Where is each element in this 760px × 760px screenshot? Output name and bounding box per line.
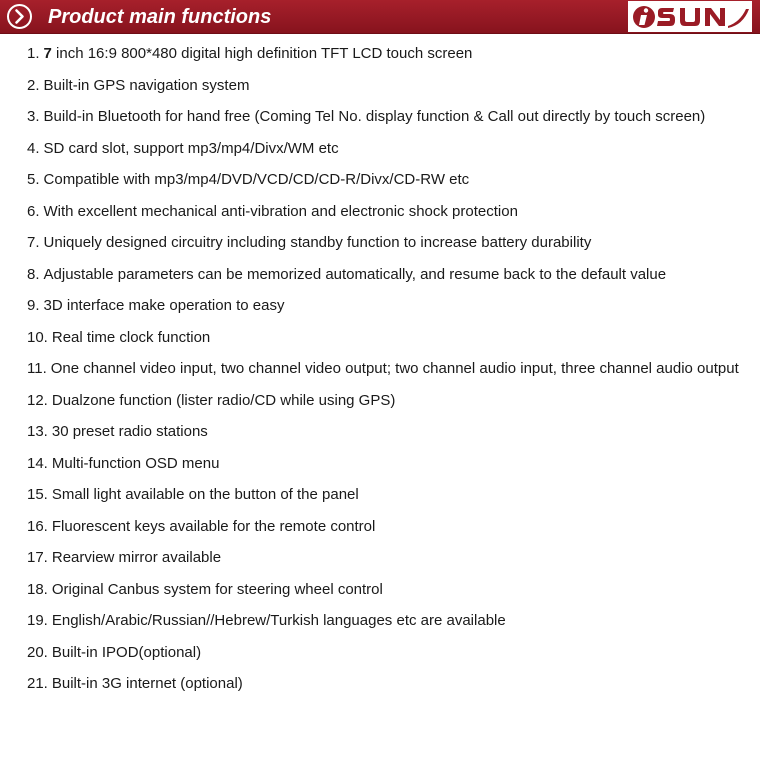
item-number: 11. — [27, 360, 47, 377]
item-number: 16. — [27, 517, 48, 535]
item-text: One channel video input, two channel video output; two channel audio input, three channel audio output — [50, 360, 739, 377]
list-item — [27, 259, 752, 291]
item-number: 15. — [27, 486, 48, 503]
isun-logo-icon — [628, 1, 752, 32]
item-text: Built-in GPS navigation system — [43, 76, 250, 94]
item-text: Adjustable parameters can be memorized automatically, and resume back to the default value — [43, 265, 667, 283]
header-bar — [0, 0, 760, 34]
list-item — [27, 668, 752, 700]
chevron-right-circle-icon — [6, 3, 33, 30]
item-number: 2. — [27, 76, 40, 94]
list-item — [27, 479, 752, 511]
item-text: Built-in IPOD(optional) — [51, 643, 202, 661]
list-item — [27, 101, 752, 133]
item-number: 14. — [27, 454, 48, 472]
item-number: 21. — [27, 675, 48, 692]
list-item — [27, 38, 752, 70]
item-text: Real time clock function — [51, 328, 211, 346]
item-number: 19. — [27, 612, 48, 629]
item-text: Original Canbus system for steering wheel control — [51, 580, 383, 598]
item-number: 1. — [27, 45, 40, 62]
item-text: Small light available on the button of the panel — [51, 486, 359, 503]
item-text: With excellent mechanical anti-vibration and electronic shock protection — [43, 202, 518, 220]
item-text: Multi-function OSD menu — [51, 454, 220, 472]
item-text: Dualzone function (lister radio/CD while using GPS) — [51, 391, 396, 409]
list-item — [27, 385, 752, 417]
list-item — [27, 290, 752, 322]
item-text: Built-in 3G internet (optional) — [51, 675, 243, 692]
item-number: 10. — [27, 328, 48, 346]
item-number: 8. — [27, 265, 40, 283]
item-number: 7. — [27, 234, 40, 251]
list-item — [27, 70, 752, 102]
item-text: SD card slot, support mp3/mp4/Divx/WM etc — [43, 139, 339, 157]
item-text: Build-in Bluetooth for hand free (Coming Tel No. display function & Call out directly by touch screen) — [43, 108, 706, 125]
list-item — [27, 227, 752, 259]
item-text: Rearview mirror available — [51, 549, 222, 566]
item-number: 12. — [27, 391, 48, 409]
list-item — [27, 605, 752, 637]
item-number: 5. — [27, 171, 40, 188]
list-item — [27, 133, 752, 165]
item-text: Fluorescent keys available for the remote control — [51, 517, 376, 535]
item-number: 13. — [27, 423, 48, 440]
item-number: 4. — [27, 139, 40, 157]
list-item — [27, 416, 752, 448]
item-text: English/Arabic/Russian//Hebrew/Turkish languages etc are available — [51, 612, 506, 629]
list-item — [27, 164, 752, 196]
item-number: 17. — [27, 549, 48, 566]
list-item — [27, 574, 752, 606]
item-text: Uniquely designed circuitry including standby function to increase battery durability — [43, 234, 592, 251]
item-text: 30 preset radio stations — [51, 423, 208, 440]
item-number: 6. — [27, 202, 40, 220]
item-text: inch 16:9 800*480 digital high definition TFT LCD touch screen — [51, 45, 473, 62]
item-text: Compatible with mp3/mp4/DVD/VCD/CD/CD-R/Divx/CD-RW etc — [43, 171, 470, 188]
list-item — [27, 542, 752, 574]
item-number: 9. — [27, 297, 40, 314]
feature-list — [27, 38, 752, 700]
list-item — [27, 637, 752, 669]
list-item — [27, 448, 752, 480]
page-title: Product main functions — [48, 6, 272, 28]
item-number: 3. — [27, 108, 40, 125]
list-item — [27, 511, 752, 543]
list-item — [27, 353, 752, 385]
item-number: 18. — [27, 580, 48, 598]
list-item — [27, 196, 752, 228]
list-item — [27, 322, 752, 354]
item-number: 20. — [27, 643, 48, 661]
item-text: 3D interface make operation to easy — [43, 297, 285, 314]
screen-size-value: 7 — [43, 45, 52, 62]
